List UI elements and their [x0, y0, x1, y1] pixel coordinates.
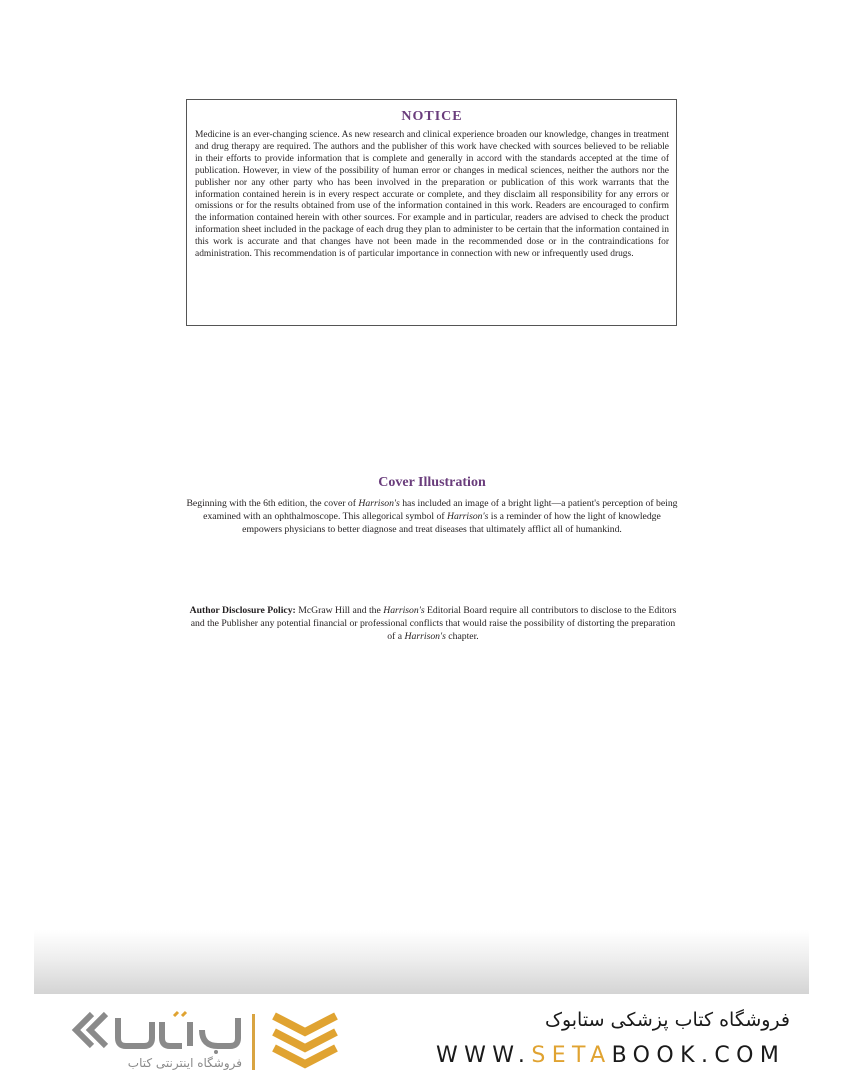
disclosure-text-part: McGraw Hill and the [295, 605, 384, 616]
author-disclosure-policy [186, 604, 680, 644]
notice-box [186, 99, 677, 326]
cover-text-part: is a reminder of how the light of knowledge empowers physicians to better diagnose and treat diseases that ultimately afflict all of humankind. [242, 511, 661, 536]
setabook-logo [70, 1008, 340, 1074]
book-stack-icon [270, 1010, 340, 1072]
cover-text-part: Beginning with the 6th edition, the cover of [186, 498, 359, 509]
book-title-italic: Harrison's [404, 631, 446, 643]
notice-title: NOTICE [401, 109, 463, 124]
book-title-italic: Harrison's [447, 511, 489, 523]
cover-illustration-body [186, 497, 678, 537]
notice-body: Medicine is an ever-changing science. As new research and clinical experience broaden our knowledge, changes in treatment and drug therapy are required. The authors and the publisher of this work have checked with sources believed to be reliable in their efforts to provide information that is complete and generally in accord with the standards accepted at the time of publication. However, in view of the possibility of human error or changes in medical sciences, neither the authors nor the publisher nor any other party who has been involved in the preparation or publication of this work warrants that the information contained herein is in every respect accurate or complete, and they disclaim all responsibility for any errors or omissions or for the results obtained from use of the information contained in this work. Readers are encouraged to confirm the information contained herein with other sources. For example and in particular, readers are advised to check the product information sheet included in the package of each drug they plan to administer to be certain that the information contained in this work is accurate and that changes have not been made in the recommended dose or in the contraindications for administration. This recommendation is of particular importance in connection with new or infrequently used drugs. [195, 130, 669, 260]
disclosure-text-part: Editorial Board require all contributors to disclose to the Editors and the Publisher any potential financial or professional conflicts that would raise the possibility of distorting the preparation of a [190, 605, 677, 643]
book-title-italic: Harrison's [383, 605, 425, 616]
store-url[interactable] [436, 1042, 785, 1070]
setabook-wordmark-logo [70, 1008, 245, 1054]
store-title: فروشگاه کتاب پزشکی ستابوک [544, 1009, 790, 1031]
cover-illustration-title: Cover Illustration [378, 475, 486, 490]
footer-banner [0, 994, 844, 1080]
logo-divider [252, 1014, 255, 1070]
page-shadow [34, 930, 809, 994]
disclosure-text-part: chapter. [445, 631, 479, 643]
logo-subtitle: فروشگاه اینترنتی کتاب [127, 1056, 242, 1070]
cover-text-part: has included an image of a bright light—a patient's perception of being examined with an ophthalmoscope. This allegorical symbol of [203, 498, 678, 523]
url-prefix: WWW. [436, 1043, 532, 1068]
url-suffix: BOOK.COM [611, 1043, 786, 1068]
disclosure-label: Author Disclosure Policy: [189, 605, 296, 616]
url-accent: SETA [531, 1043, 612, 1068]
book-title-italic: Harrison's [358, 498, 400, 509]
cover-illustration-section [186, 474, 678, 537]
